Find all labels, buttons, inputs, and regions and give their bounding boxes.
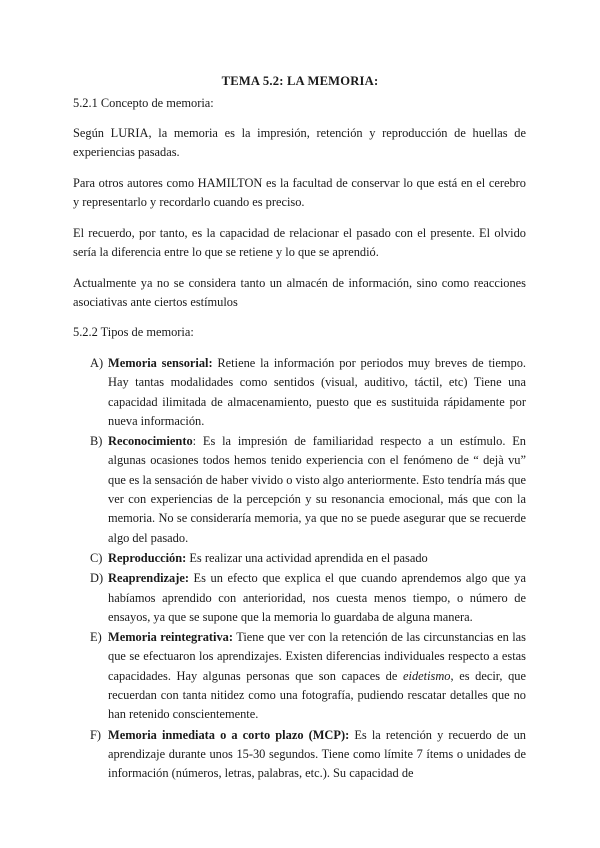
paragraph-actualmente: Actualmente ya no se considera tanto un almacén de información, sino como reacciones asociativas ante ciertos estímulos [73,276,526,310]
list-marker: E) [90,630,102,645]
list-item [90,432,526,548]
list-text: Retiene la información por periodos muy breves de tiempo. Hay tantas modalidades como sentidos (visual, auditivo, táctil, etc) Tiene una capacidad ilimitada de almacenamiento, puesto que es sustituida rápidamente por nueva información. [108,356,527,428]
list-marker: F) [90,727,102,742]
list-text: Es realizar una actividad aprendida en el pasado [186,550,428,565]
list-term: Reaprendizaje: [108,571,189,586]
list-text: Es un efecto que explica el que cuando aprendemos algo que ya habíamos aprendido con anterioridad, nos cuesta menos tiempo, o número de ensayos, ya que se supone que la memoria lo guardaba de alguna manera. [108,571,526,624]
list-marker: C) [90,550,103,565]
list-item [90,569,526,627]
list-item [90,354,526,431]
list-term: Reproducción: [108,550,187,565]
list-text: , es decir, que recuerdan con tanta nitidez como una fotografía, pudiendo rescatar detalles que no han retenido conscientemente. [108,668,527,722]
list-text: Tiene que ver con la retención de las circunstancias en las que se efectuaron los aprendizajes. Existen diferencias individuales respecto a estas capacidades. Hay algunas personas que son capaces de [108,630,526,683]
list-marker: D) [90,571,104,586]
list-text: : Es la impresión de familiaridad respecto a un estímulo. En algunas ocasiones todos hemos tenido experiencia con el fenómeno de “ dejà vu” que es la sensación de haber vivido o visto algo anteriormente. Esto tendría más que ver con experiencias de la percepción y su resonancia emocional, más que con la memoria. No se consideraría memoria, ya que no se puede asegurar que se recuerde algo del pasado. [108,434,526,545]
list-marker: B) [90,434,103,449]
section-heading-concepto: 5.2.1 Concepto de memoria: [73,96,214,110]
list-term: Memoria reintegrativa: [108,630,233,645]
list-item [90,726,526,784]
list-item [90,628,526,724]
list-marker: A) [90,356,104,370]
list-term: Reconocimiento [108,434,193,449]
memory-types-list [90,354,526,785]
list-text: Es la retención y recuerdo de un aprendizaje durante unos 15-30 segundos. Tiene como límite 7 ítems o unidades de información (números, letras, palabras, etc.). Su capacidad de [108,727,526,781]
list-emphasis: eidetismo [403,668,451,683]
list-term: Memoria sensorial: [108,356,213,370]
paragraph-recuerdo: El recuerdo, por tanto, es la capacidad de relacionar el pasado con el presente. El olvido sería la diferencia entre lo que se retiene y lo que se aprendió. [73,226,526,260]
list-item [90,549,526,568]
paragraph-hamilton: Para otros autores como HAMILTON es la facultad de conservar lo que está en el cerebro y representarlo y recordarlo cuando es preciso. [73,176,526,210]
page-title: TEMA 5.2: LA MEMORIA: [221,74,379,88]
section-heading-tipos: 5.2.2 Tipos de memoria: [73,325,194,339]
paragraph-luria: Según LURIA, la memoria es la impresión, retención y reproducción de huellas de experiencias pasadas. [73,126,526,160]
list-term: Memoria inmediata o a corto plazo (MCP): [108,727,350,742]
